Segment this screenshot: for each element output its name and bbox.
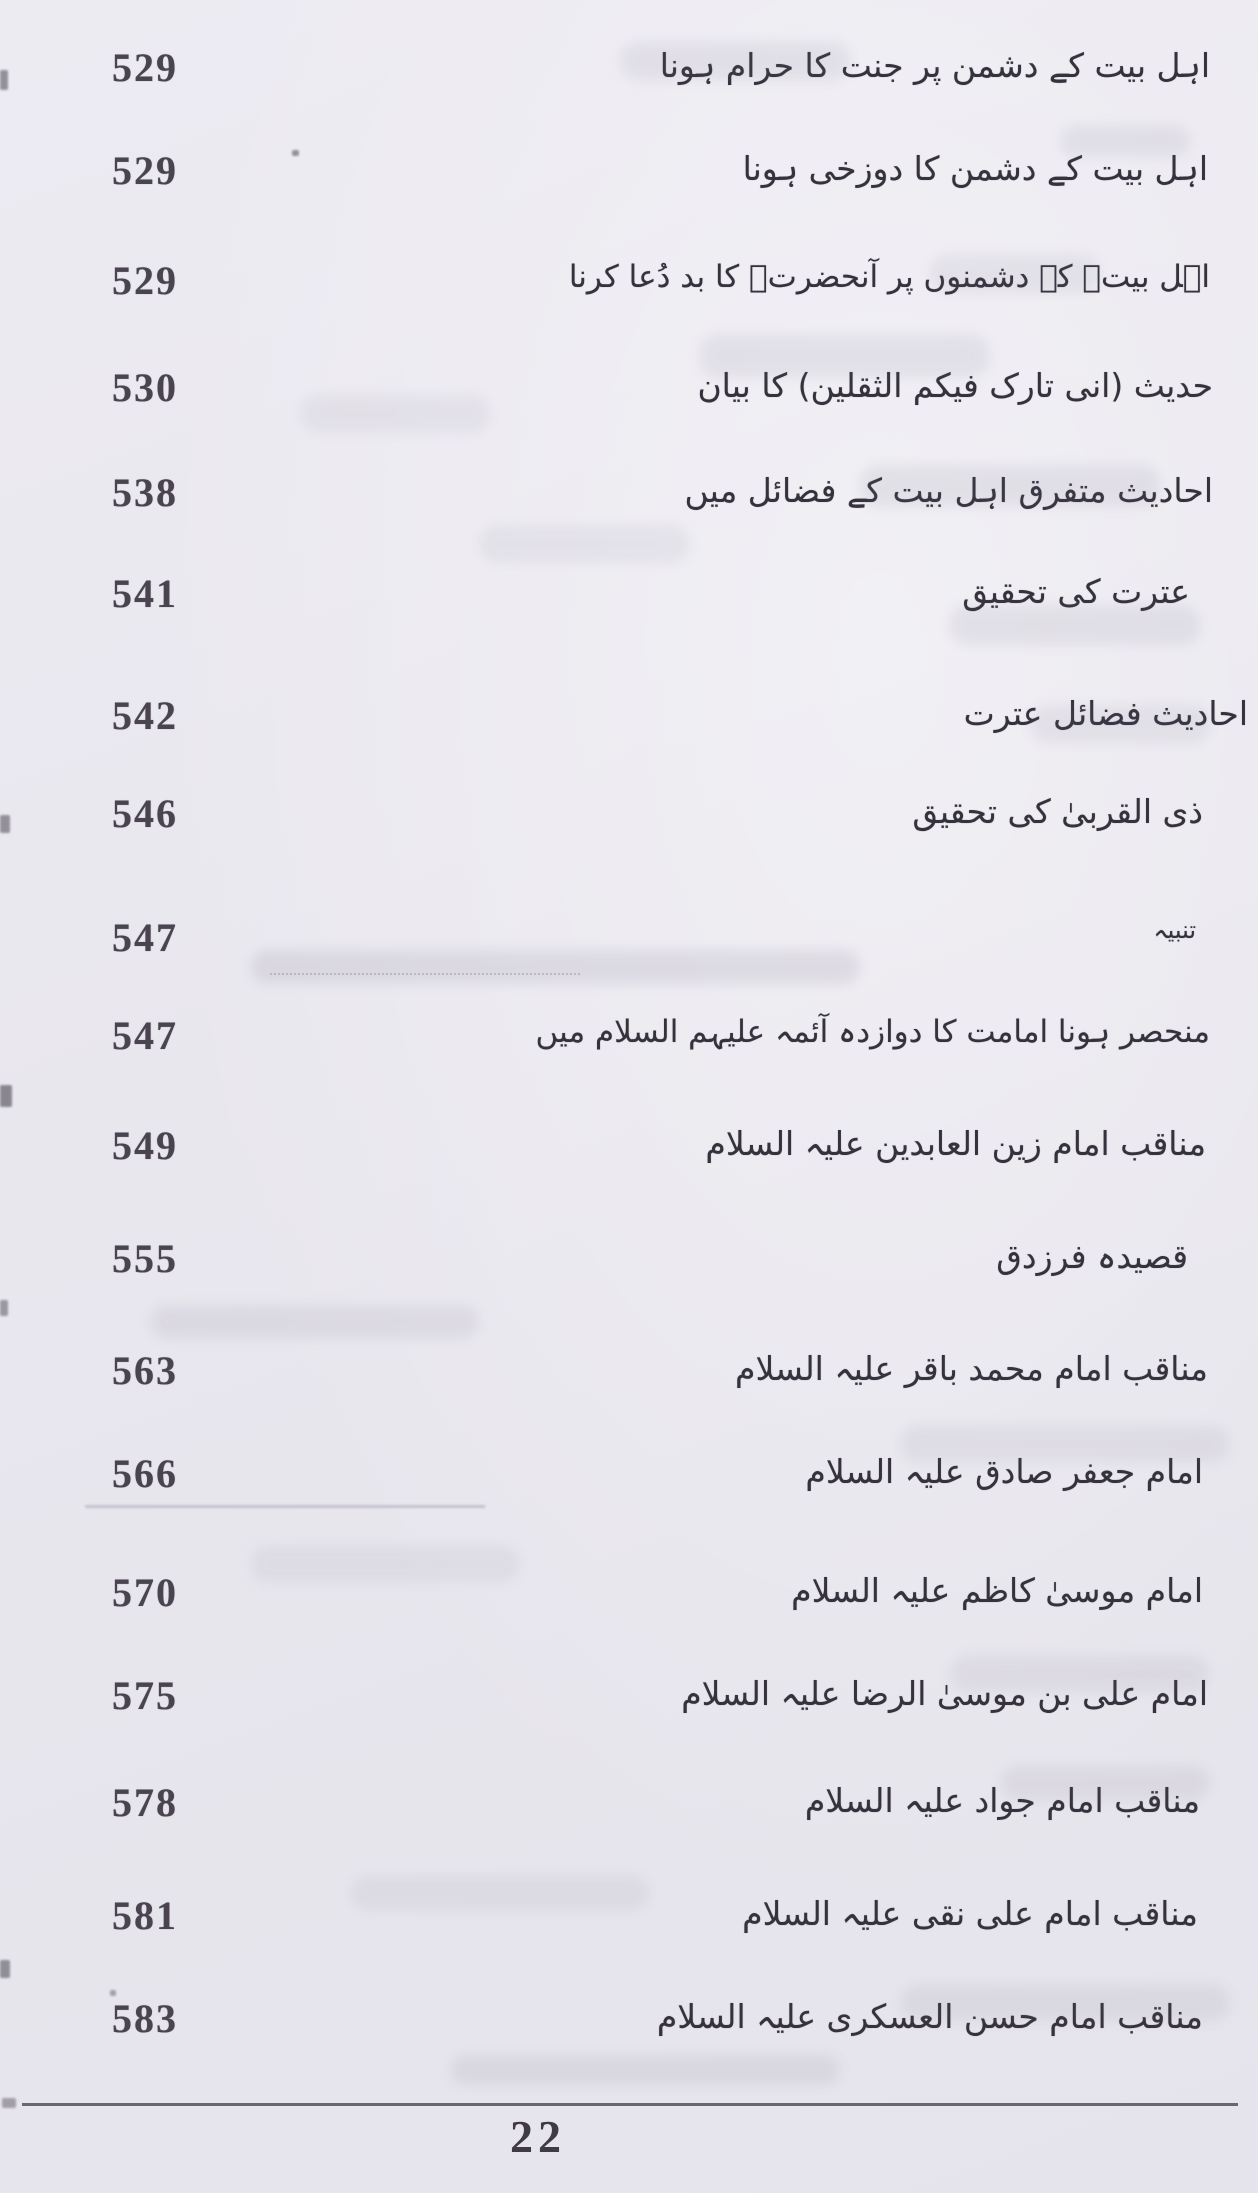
toc-entry-title: احادیث فضائل عترت [963, 694, 1248, 733]
toc-entry-page-number: 538 [112, 470, 178, 515]
toc-entry [0, 1337, 1258, 1415]
footer-page-number: 22 [510, 2111, 566, 2162]
toc-entry-page-number: 583 [112, 1996, 178, 2041]
toc-entry-title: عترت کی تحقیق [962, 572, 1190, 611]
bleed-through-mark [620, 42, 850, 80]
pencil-line-artifact [270, 973, 580, 975]
toc-entry-page-number: 546 [112, 791, 178, 836]
bleed-through-mark [700, 335, 990, 377]
faint-underline-artifact [85, 1505, 485, 1508]
toc-entry-page-number: 570 [112, 1570, 178, 1615]
bleed-through-mark [450, 2055, 840, 2085]
toc-entry-page-number: 529 [112, 258, 178, 303]
bleed-through-mark [250, 950, 860, 984]
toc-entry-page-number: 563 [112, 1348, 178, 1393]
bleed-through-mark [300, 395, 490, 433]
toc-entry-page-number: 581 [112, 1893, 178, 1938]
toc-entry-title: تنبیہ [1153, 916, 1196, 944]
toc-entry-title: اہل بیت کے دشمن کا دوزخی ہونا [742, 149, 1208, 188]
toc-entry-title: مناقب امام محمد باقر علیہ السلام [735, 1349, 1208, 1388]
toc-entry-page-number: 541 [112, 571, 178, 616]
bleed-through-mark [250, 1545, 520, 1583]
toc-entry-title: قصیدہ فرزدق [996, 1237, 1188, 1276]
scan-artifact [0, 815, 10, 833]
bleed-through-mark [900, 1985, 1230, 2021]
toc-entry-page-number: 549 [112, 1123, 178, 1168]
scan-artifact [292, 150, 299, 156]
toc-entry-title: امام جعفر صادق علیہ السلام [805, 1452, 1203, 1491]
toc-entry-title: اہل بیت کے دشمن پر جنت کا حرام ہونا [659, 46, 1210, 85]
toc-entry-title: مناقب امام حسن العسکری علیہ السلام [656, 1997, 1203, 2036]
toc-entry-page-number: 547 [112, 1013, 178, 1058]
toc-entry-title: مناقب امام زین العابدین علیہ السلام [705, 1124, 1206, 1163]
bleed-through-mark [950, 605, 1200, 645]
toc-entry [0, 1112, 1258, 1190]
toc-entry-title: مناقب امام جواد علیہ السلام [804, 1781, 1200, 1820]
bleed-through-mark [480, 525, 690, 563]
toc-entry [0, 1002, 1258, 1080]
bleed-through-mark [930, 255, 1100, 293]
toc-entry-page-number: 529 [112, 148, 178, 193]
toc-entry-title: امام موسیٰ کاظم علیہ السلام [791, 1571, 1203, 1610]
scan-artifact [0, 70, 8, 90]
toc-entry-page-number: 530 [112, 365, 178, 410]
toc-entry [0, 1225, 1258, 1303]
toc-entry [0, 1559, 1258, 1637]
toc-entry-title: امام علی بن موسیٰ الرضا علیہ السلام [681, 1674, 1208, 1713]
scan-artifact [2, 2098, 16, 2108]
bleed-through-mark [350, 1875, 650, 1911]
toc-entry-page-number: 547 [112, 915, 178, 960]
toc-entry-page-number: 578 [112, 1780, 178, 1825]
scan-artifact [110, 1990, 116, 1996]
footer-divider [22, 2103, 1238, 2106]
bleed-through-mark [1060, 125, 1190, 157]
toc-entry-page-number: 542 [112, 693, 178, 738]
scan-artifact [0, 1085, 12, 1107]
toc-entry-title: ذی القربیٰ کی تحقیق [912, 792, 1203, 831]
toc-entry-page-number: 555 [112, 1236, 178, 1281]
toc-entry-title: احادیث متفرق اہل بیت کے فضائل میں [684, 471, 1213, 510]
toc-entry-page-number: 529 [112, 45, 178, 90]
toc-entry [0, 354, 1258, 432]
bleed-through-mark [150, 1305, 480, 1339]
scan-artifact [0, 1960, 10, 1978]
toc-entry-title: منحصر ہونا امامت کا دوازدہ آئمہ علیہم السلام میں [535, 1014, 1210, 1050]
bleed-through-mark [860, 465, 1160, 507]
toc-entry-page-number: 575 [112, 1673, 178, 1718]
toc-entry-page-number: 566 [112, 1451, 178, 1496]
toc-entry-title: اہل بیتؑ کے دشمنوں پر آنحضرتؐ کا بد دُعا کرنا [568, 259, 1210, 295]
toc-entry-title: حدیث (انی تارک فیکم الثقلین) کا بیان [697, 366, 1213, 405]
bleed-through-mark [950, 1655, 1210, 1693]
bleed-through-mark [1030, 705, 1210, 743]
toc-entry [0, 780, 1258, 858]
bleed-through-mark [900, 1425, 1230, 1463]
scan-artifact [0, 1300, 8, 1316]
toc-entry-title: مناقب امام علی نقی علیہ السلام [742, 1894, 1198, 1933]
bleed-through-mark [1000, 1765, 1210, 1801]
